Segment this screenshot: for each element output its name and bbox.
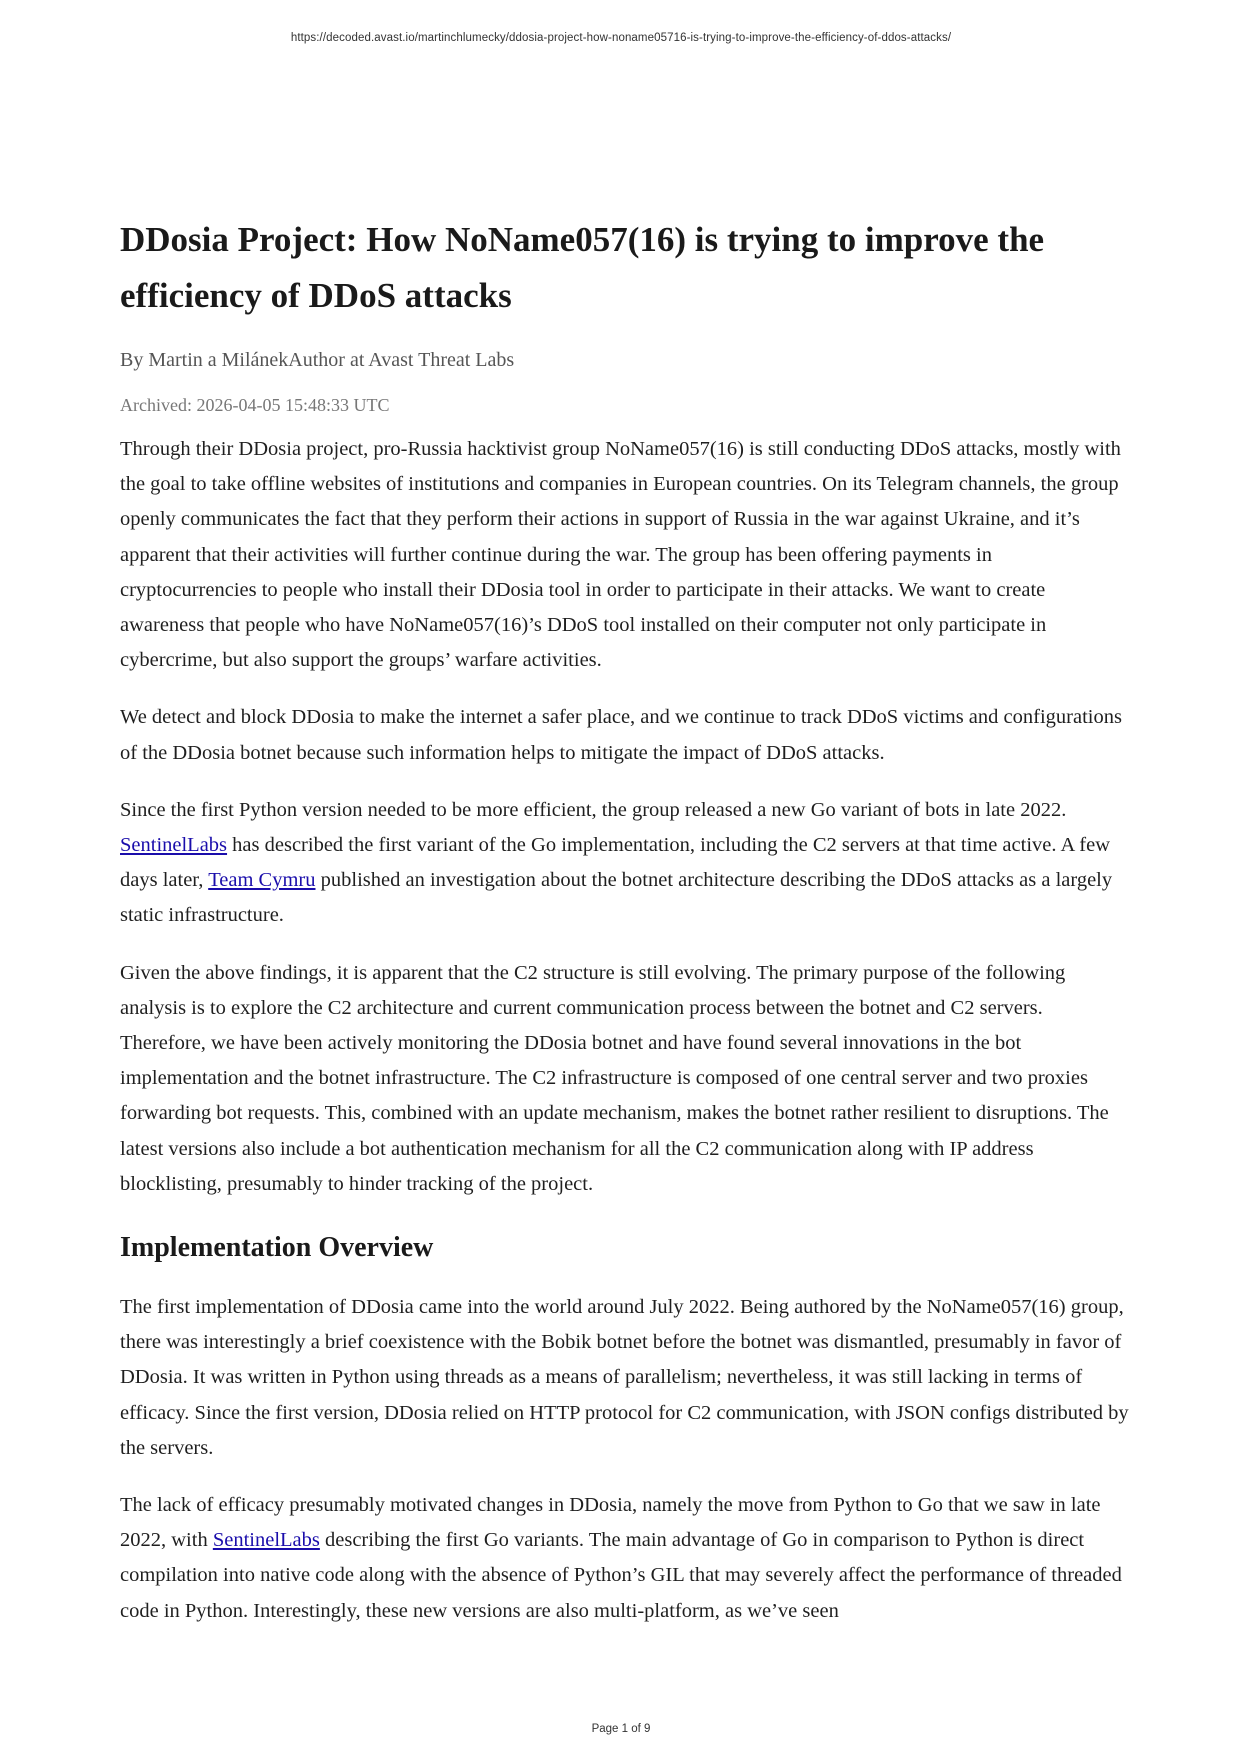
article-title: DDosia Project: How NoName057(16) is trying to improve the efficiency of DDoS attacks [120,220,1045,315]
paragraph-text: describing the first Go variants. The main advantage of Go in comparison to Python is direct compilation into native code along with the absence of Python’s GIL that may severely affect the performance of threaded code in Python. Interestingly, these new versions are also multi-platform, as we’ve seen [120,1529,1122,1622]
sentinellabs-link[interactable]: SentinelLabs [212,1529,320,1552]
archived-timestamp: Archived: 2026-04-05 15:48:33 UTC [120,395,390,415]
paragraph-python-to-go [120,1488,1132,1629]
sentinellabs-link[interactable]: SentinelLabs [120,834,228,857]
page-url: https://decoded.avast.io/martinchlumecky/ddosia-project-how-noname05716-is-trying-to-improve-the-efficiency-of-ddos-attacks/ [290,32,952,44]
page-number: Page 1 of 9 [591,1723,651,1735]
paragraph-text: published an investigation about the botnet architecture describing the DDoS attacks as a largely static infrastructure. [120,869,1113,927]
paragraph-text: has described the first variant of the Go implementation, including the C2 servers at that time active. A few days later, [120,834,1111,892]
article [120,212,1132,1629]
paragraph-detect-block: We detect and block DDosia to make the internet a safer place, and we continue to track DDoS victims and configurations of the DDosia botnet because such information helps to mitigate the impact of DDoS attacks. [120,706,1122,764]
paragraph-text: The lack of efficacy presumably motivated changes in DDosia, namely the move from Python to Go that we saw in late 2022, with [120,1494,1101,1552]
section-heading-implementation-overview: Implementation Overview [120,1232,434,1264]
paragraph-c2-structure: Given the above findings, it is apparent that the C2 structure is still evolving. The primary purpose of the following analysis is to explore the C2 architecture and current communication process between the botnet and C2 servers. Therefore, we have been actively monitoring the DDosia botnet and have found several innovations in the bot implementation and the botnet infrastructure. The C2 infrastructure is composed of one central server and two proxies forwarding bot requests. This, combined with an update mechanism, makes the botnet rather resilient to disruptions. The latest versions also include a bot authentication mechanism for all the C2 communication along with IP address blocklisting, presumably to hinder tracking of the project. [120,961,1109,1195]
team-cymru-link[interactable]: Team Cymru [208,869,316,892]
paragraph-text: Since the first Python version needed to be more efficient, the group released a new Go variant of bots in late 2022. [120,798,1067,821]
article-byline: By Martin a MilánekAuthor at Avast Threat Labs [120,349,515,371]
paragraph-first-implementation: The first implementation of DDosia came into the world around July 2022. Being authored by the NoName057(16) group, there was interestingly a brief coexistence with the Bobik botnet before the botnet was dismantled, presumably in favor of DDosia. It was written in Python using threads as a means of parallelism; nevertheless, it was still lacking in terms of efficacy. Since the first version, DDosia relied on HTTP protocol for C2 communication, with JSON configs distributed by the servers. [120,1296,1129,1459]
paragraph-intro: Through their DDosia project, pro-Russia hacktivist group NoName057(16) is still conducting DDoS attacks, mostly with the goal to take offline websites of institutions and companies in European countries. On its Telegram channels, the group openly communicates the fact that they perform their actions in support of Russia in the war against Ukraine, and it’s apparent that their activities will further continue during the war. The group has been offering payments in cryptocurrencies to people who install their DDosia tool in order to participate in their attacks. We want to create awareness that people who have NoName057(16)’s DDoS tool installed on their computer not only participate in cybercrime, but also support the groups’ warfare activities. [120,438,1121,672]
paragraph-go-variant [120,793,1132,934]
